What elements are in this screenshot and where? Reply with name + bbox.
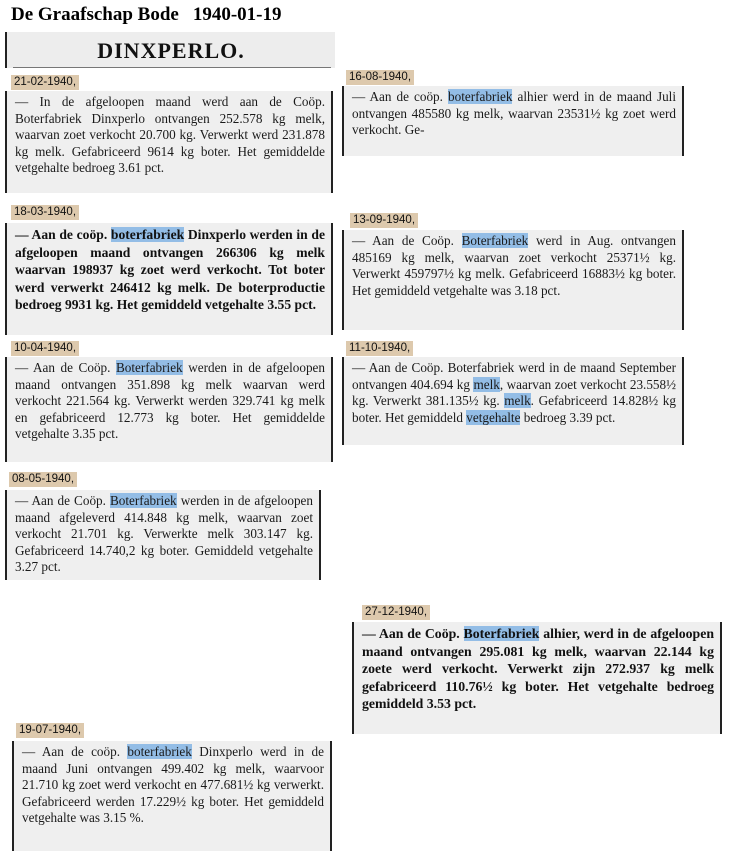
clipping-text: — Aan de coöp. boterfabriek Dinxperlo werden in de afgeloopen maand ontvangen 266306 kg melk waarvan 198937 kg zoet werd verkocht. Tot boter werd verwerkt 246412 kg melk. De boterproductie bedroeg 9931 kg. Het gemiddeld vetgehalte 3.55 pct. — [15, 227, 326, 312]
clipping-date: 19-07-1940, — [16, 723, 84, 738]
highlight: Boterfabriek — [461, 233, 529, 248]
clipping-date: 13-09-1940, — [350, 213, 418, 228]
clipping-1940-10-11 — [342, 357, 684, 445]
masthead-rule — [13, 67, 331, 68]
highlight: vetgehalte — [466, 409, 521, 425]
highlight: boterfabriek — [127, 744, 192, 759]
header-date: 1940-01-19 — [192, 4, 282, 25]
clipping-text: — Aan de Coöp. Boterfabriek werden in de afgeloopen maand afgeleverd 414.848 kg melk, waarvan zoet verkocht 21.701 kg. Verwerkte melk 303.147 kg. Gefabriceerd 14.740,2 kg boter. Gemiddeld vetgehalte 3.27 pct. — [15, 493, 313, 574]
masthead — [5, 32, 335, 68]
highlight: melk — [473, 376, 500, 392]
clipping-text: — Aan de Coöp. Boterfabriek werd in Aug. ontvangen 485169 kg melk, waarvan zoet verkocht 25371½ kg. Verwerkt 459797½ kg melk. Gefabriceerd 16883½ kg boter. Het gemiddeld vetgehalte was 3.18 pct. — [352, 233, 676, 298]
clipping-date: 08-05-1940, — [9, 472, 77, 487]
clipping-text: — Aan de Coöp. Boterfabriek alhier, werd in de afgeloopen maand ontvangen 295.081 kg melk, waarvan 22.144 kg zoete werd verkocht. Verwerkt zijn 272.937 kg melk gefabriceerd 110.76½ kg boter. Het vetgehalte bedroeg gemiddeld 3.53 pct. — [362, 626, 714, 711]
clipping-text: — Aan de Coöp. Boterfabriek werd in de maand September ontvangen 404.694 kg melk, waarvan zoet verkocht 23.558½ kg. Verwerkt 381.135½ kg. melk. Gefabriceerd 14.828½ kg boter. Het gemiddeld vetgehalte bedroeg 3.39 pct. — [352, 360, 677, 425]
clipping-1940-03-18 — [5, 223, 333, 335]
clipping-1940-04-10 — [5, 357, 333, 462]
highlight: Boterfabriek — [463, 626, 540, 641]
highlight: Boterfabriek — [110, 493, 177, 508]
clipping-1940-09-13 — [342, 230, 684, 330]
highlight: Boterfabriek — [116, 360, 183, 375]
clipping-date: 10-04-1940, — [11, 341, 79, 356]
clipping-date: 11-10-1940, — [346, 341, 413, 356]
masthead-title: DINXPERLO. — [97, 38, 245, 63]
newspaper-name: De Graafschap Bode — [11, 4, 179, 25]
clipping-text: — Aan de coöp. boterfabriek Dinxperlo werd in de maand Juni ontvangen 499.402 kg melk, waarvoor 21.710 kg zoet werd verkocht en 477.681½ kg verwerkt. Gefabriceerd werden 17.229½ kg boter. Het gemiddeld vetgehalte was 3.15 %. — [22, 744, 324, 825]
clipping-date: 27-12-1940, — [362, 605, 430, 620]
clipping-text: — In de afgeloopen maand werd aan de Coöp. Boterfabriek Dinxperlo ontvangen 252.578 kg melk, waarvan zoet verkocht 20.700 kg. Verwerkt werd 231.878 kg melk. Gefabriceerd 9614 kg boter. Het gemiddelde vetgehalte bedroeg 3.61 pct. — [15, 94, 325, 175]
page-header — [11, 4, 295, 26]
highlight: boterfabriek — [448, 89, 513, 104]
clipping-text: — Aan de coöp. boterfabriek alhier werd in de maand Juli ontvangen 485580 kg melk, waarvan 23531½ kg zoet werd verkocht. Ge- — [352, 89, 677, 137]
clipping-1940-08-16 — [342, 86, 684, 156]
clipping-text: — Aan de Coöp. Boterfabriek werden in de afgeloopen maand ontvangen 351.898 kg melk waarvan werd verkocht 221.564 kg. Verwerkt werden 329.741 kg melk en gefabriceerd 12.773 kg boter. Het gemiddelde vetgehalte 3.35 pct. — [15, 360, 325, 441]
clipping-1940-05-08 — [5, 490, 321, 580]
clipping-1940-07-19 — [12, 741, 332, 851]
highlight: boterfabriek — [110, 227, 185, 242]
clipping-date: 21-02-1940, — [11, 75, 79, 90]
clipping-1940-12-27 — [352, 622, 722, 734]
clipping-1940-02-21 — [5, 91, 333, 193]
clipping-date: 16-08-1940, — [346, 70, 414, 85]
highlight: melk — [504, 393, 531, 408]
clipping-date: 18-03-1940, — [11, 205, 79, 220]
